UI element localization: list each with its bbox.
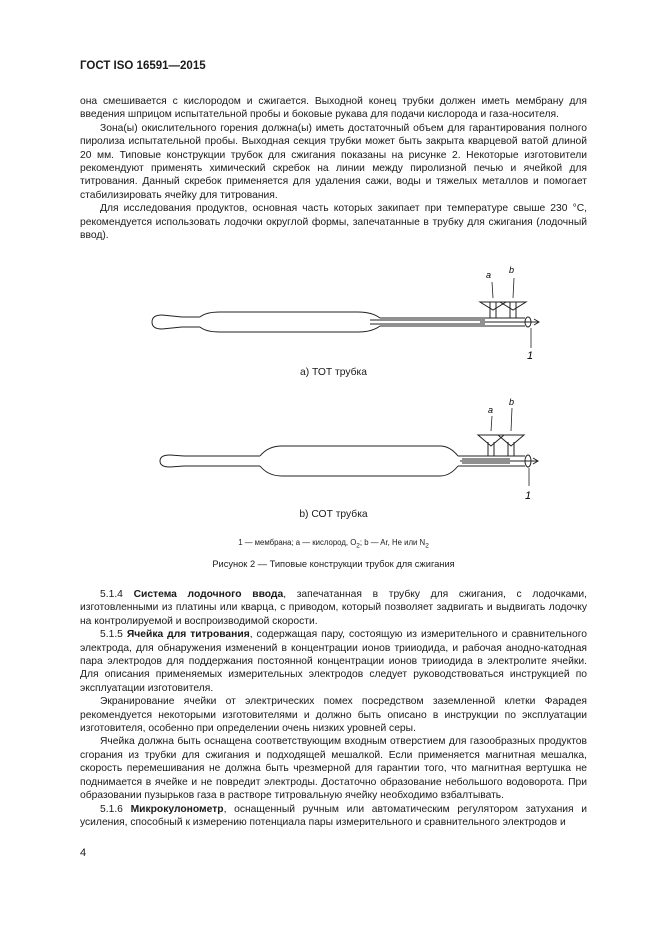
caption-a: а) ТОТ трубка [300,367,367,378]
paragraph: Для исследования продуктов, основная часть которых закипает при температуре свыше 230 °С, рекомендуется использовать лодочки округлой формы, запечатанные в трубку для сжигания (лодочный ввод). [80,203,587,242]
label-b: b [509,265,515,275]
paragraph: Зона(ы) окислительного горения должна(ы) иметь достаточный объем для гарантирования полного пиролиза испытательной пробы. Выходная секция трубки может быть закрыта кварцевой ватой длиной 20 мм. Типовые конструкции трубок для сжигания показаны на рисунке 2. Некоторые изготовители рекомендуют применять химический скребок на линии между пиролизной печью и ячейкой для титрования. Данный скребок применяется для удаления сажи, воды и тяжелых металлов и помогает стабилизировать ячейку для титрования. [80,122,587,201]
section-5-1-6 [80,803,587,830]
label-1: 1 [525,490,532,502]
intro-text [80,95,587,242]
label-a: a [486,270,492,280]
label-1: 1 [527,350,534,362]
figure-title: Рисунок 2 — Типовые конструкции трубок для сжигания [212,559,455,569]
legend-sub-2: 2 [425,542,429,550]
section-text: , содержащая пару, состоящую из измерительного и сравнительного электрода, для обнаружения изменений в концентрации ионов трииодида, и рабочая анодно-катодная пара электродов для поддержания постоянной концентрации ионов трииодида в электролите ячейки. Для описания применяемых измерительных электродов следует руководствоваться инструкцией по эксплуатации изготовителя. [80,629,587,694]
section-text: , оснащенный ручным или автоматическим регулятором затухания и усиления, способный к измерению потенциала пары измерительного и сравнительного электродов и [80,803,587,828]
cot-tube-diagram [150,398,560,508]
caption-b: b) СОТ трубка [299,509,368,520]
label-b: b [509,398,515,407]
label-a: a [488,405,494,415]
section-number: 5.1.4 [100,589,123,600]
figure-legend [80,538,587,550]
page-number: 4 [80,847,87,859]
legend-sub-1: 2 [356,542,360,550]
section-5-1-4 [80,588,587,628]
section-number: 5.1.6 [100,803,123,815]
section-5-1-5 [80,628,587,695]
tot-tube-diagram [140,258,560,363]
section-title: Микрокулонометр [130,803,224,815]
section-title: Ячейка для титрования [126,629,250,641]
paragraph: Экранирование ячейки от электрических помех посредством заземленной клетки Фарадея рекомендуется некоторыми изготовителями и должно быть описано в инструкции по эксплуатации изготовителя, особенно при определении очень низких уровней серы. [80,696,587,735]
section-text: , запечатанная в трубку для сжигания, с лодочками, изготовленными из платины или кварца, с приводом, который позволяет задвигать и выдвигать лодочку на контролируемой и воспроизводимой скорости. [80,589,587,627]
legend-text-1: 1 — мембрана; a — кислород, O [238,538,357,547]
paragraph: она смешивается с кислородом и сжигается. Выходной конец трубки должен иметь мембрану для введения шприцом испытательной пробы и боковые рукава для подачи кислорода и газа-носителя. [80,96,587,121]
section-title: Система лодочного ввода [133,589,284,600]
sections-text [80,588,587,829]
section-number: 5.1.5 [100,629,123,641]
paragraph: Ячейка должна быть оснащена соответствующим входным отверстием для газообразных продуктов сгорания из трубки для сжигания и подходящей мешалкой. Если применяется магнитная мешалка, скорость перемешивания не должна быть чрезмерной для гарантии того, что магнитная вертушка не поднимается в ячейке и не повредит электроды. Достаточно образование небольшого водоворота. При образовании пузырьков газа в растворе титровальную ячейку необходимо взбалтывать. [80,736,587,802]
document-header: ГОСТ ISO 16591—2015 [80,60,206,72]
legend-text-2: ; b — Ar, He или N [359,538,426,547]
